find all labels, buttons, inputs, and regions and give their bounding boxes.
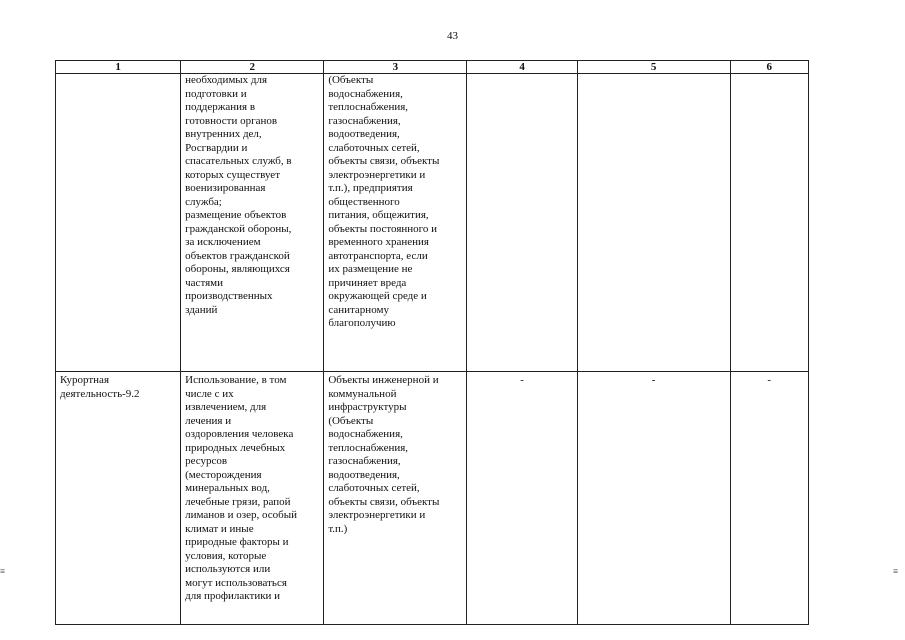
cell-text-line: размещение объектов: [185, 209, 287, 221]
cell-r0-c1: [56, 74, 181, 372]
cell-text-line: служба;: [185, 195, 222, 208]
cell-text-line: минеральных вод,: [185, 482, 270, 494]
cell-text-line: водоотведения,: [328, 468, 400, 481]
column-header-1: 1: [56, 61, 181, 74]
column-header-2: 2: [181, 61, 324, 74]
cell-text-line: производственных: [185, 290, 273, 302]
cell-text-line: газоснабжения,: [328, 114, 401, 127]
cell-text-line: лиманов и озер, особый: [185, 509, 298, 521]
cell-text-line: для профилактики и: [185, 590, 281, 602]
cell-text-line: внутренних дел,: [185, 128, 262, 140]
cell-text-line: поддержания в: [185, 101, 256, 113]
cell-text-line: их размещение не: [328, 263, 413, 275]
cell-text-line: используются или: [185, 563, 271, 575]
cell-text-line: электроэнергетики и: [328, 509, 426, 521]
cell-text-line: военизированная: [185, 182, 266, 194]
column-header-4: 4: [467, 61, 577, 74]
cell-r1-c5: -: [577, 372, 730, 625]
cell-text-line: питания, общежития,: [328, 209, 429, 221]
column-header-3: 3: [324, 61, 467, 74]
cell-r0-c3: [324, 74, 467, 372]
cell-text-line: санитарному: [328, 303, 389, 316]
cell-text-line: лечебные грязи, рапой: [185, 495, 291, 508]
cell-text-line: гражданской обороны,: [185, 222, 292, 235]
cell-text-line: электроэнергетики и: [328, 168, 426, 181]
cell-text-line: объекты постоянного и: [328, 222, 438, 235]
table-row: [56, 74, 809, 372]
cell-text-line: обороны, являющихся: [185, 263, 290, 275]
page-number: 43: [447, 30, 458, 42]
cell-text-line: объекты связи, объекты: [328, 155, 440, 167]
cell-text-line: оздоровления человека: [185, 428, 294, 440]
cell-text-line: теплоснабжения,: [328, 441, 409, 454]
cell-text-line: окружающей среде и: [328, 290, 427, 302]
cell-text-line: т.п.), предприятия: [328, 182, 413, 194]
cell-text-line: частями: [185, 276, 224, 289]
cell-text-line: (Объекты: [328, 414, 374, 427]
cell-text-line: водоснабжения,: [328, 428, 403, 440]
cell-text-line: условия, которые: [185, 549, 267, 562]
cell-text-line: теплоснабжения,: [328, 101, 409, 113]
cell-text-line: извлечением, для: [185, 401, 267, 413]
cell-text-line: автотранспорта, если: [328, 249, 428, 262]
cell-text-line: ресурсов: [185, 455, 228, 467]
cell-r1-c3: [324, 372, 467, 625]
cell-r0-c5: [577, 74, 730, 372]
table-row: [56, 372, 809, 625]
cell-text-line: благополучию: [328, 317, 396, 329]
cell-text-line: инфраструктуры: [328, 401, 407, 413]
cell-text-line: водоотведения,: [328, 128, 400, 140]
cell-r1-c6: -: [730, 372, 809, 625]
cell-text-line: которых существует: [185, 168, 280, 181]
cell-text-line: Росгвардии и: [185, 141, 248, 154]
column-header-5: 5: [577, 61, 730, 74]
cell-r1-c1: [56, 372, 181, 625]
cell-r1-c2: [181, 372, 324, 625]
cell-text-line: зданий: [185, 303, 218, 316]
table-header-row: [56, 61, 809, 74]
cell-text-line: т.п.): [328, 522, 348, 535]
cell-text-line: лечения и: [185, 414, 232, 427]
cell-text-line: деятельность-9.2: [60, 387, 140, 400]
cell-r0-c4: [467, 74, 577, 372]
cell-text-line: Курортная: [60, 374, 110, 386]
cell-text-line: объектов гражданской: [185, 249, 290, 262]
cell-text-line: временного хранения: [328, 236, 429, 248]
cell-text-line: за исключением: [185, 236, 261, 248]
cell-text-line: природные факторы и: [185, 536, 289, 548]
cell-text-line: коммунальной: [328, 387, 397, 400]
cell-text-line: готовности органов: [185, 114, 278, 127]
right-margin-mark: ≡: [893, 566, 899, 576]
cell-text-line: слаботочных сетей,: [328, 482, 420, 494]
cell-text-line: подготовки и: [185, 87, 247, 100]
cell-r0-c2: [181, 74, 324, 372]
left-margin-mark: ≡: [0, 566, 6, 576]
cell-text-line: (месторождения: [185, 468, 262, 481]
cell-text-line: Объекты инженерной и: [328, 374, 439, 386]
cell-r0-c6: [730, 74, 809, 372]
cell-text-line: необходимых для: [185, 74, 268, 86]
cell-text-line: спасательных служб, в: [185, 155, 292, 167]
cell-text-line: слаботочных сетей,: [328, 141, 420, 154]
cell-text-line: причиняет вреда: [328, 276, 407, 289]
cell-text-line: водоснабжения,: [328, 87, 403, 100]
cell-text-line: природных лечебных: [185, 441, 286, 454]
cell-text-line: общественного: [328, 195, 400, 208]
column-header-6: 6: [730, 61, 809, 74]
cell-text-line: (Объекты: [328, 74, 374, 86]
document-table: [55, 60, 809, 625]
cell-text-line: газоснабжения,: [328, 455, 401, 467]
cell-text-line: климат и иные: [185, 522, 254, 535]
cell-r1-c4: -: [467, 372, 577, 625]
cell-text-line: Использование, в том: [185, 374, 287, 386]
cell-text-line: объекты связи, объекты: [328, 495, 440, 508]
cell-text-line: могут использоваться: [185, 576, 287, 589]
cell-text-line: числе с их: [185, 387, 234, 400]
